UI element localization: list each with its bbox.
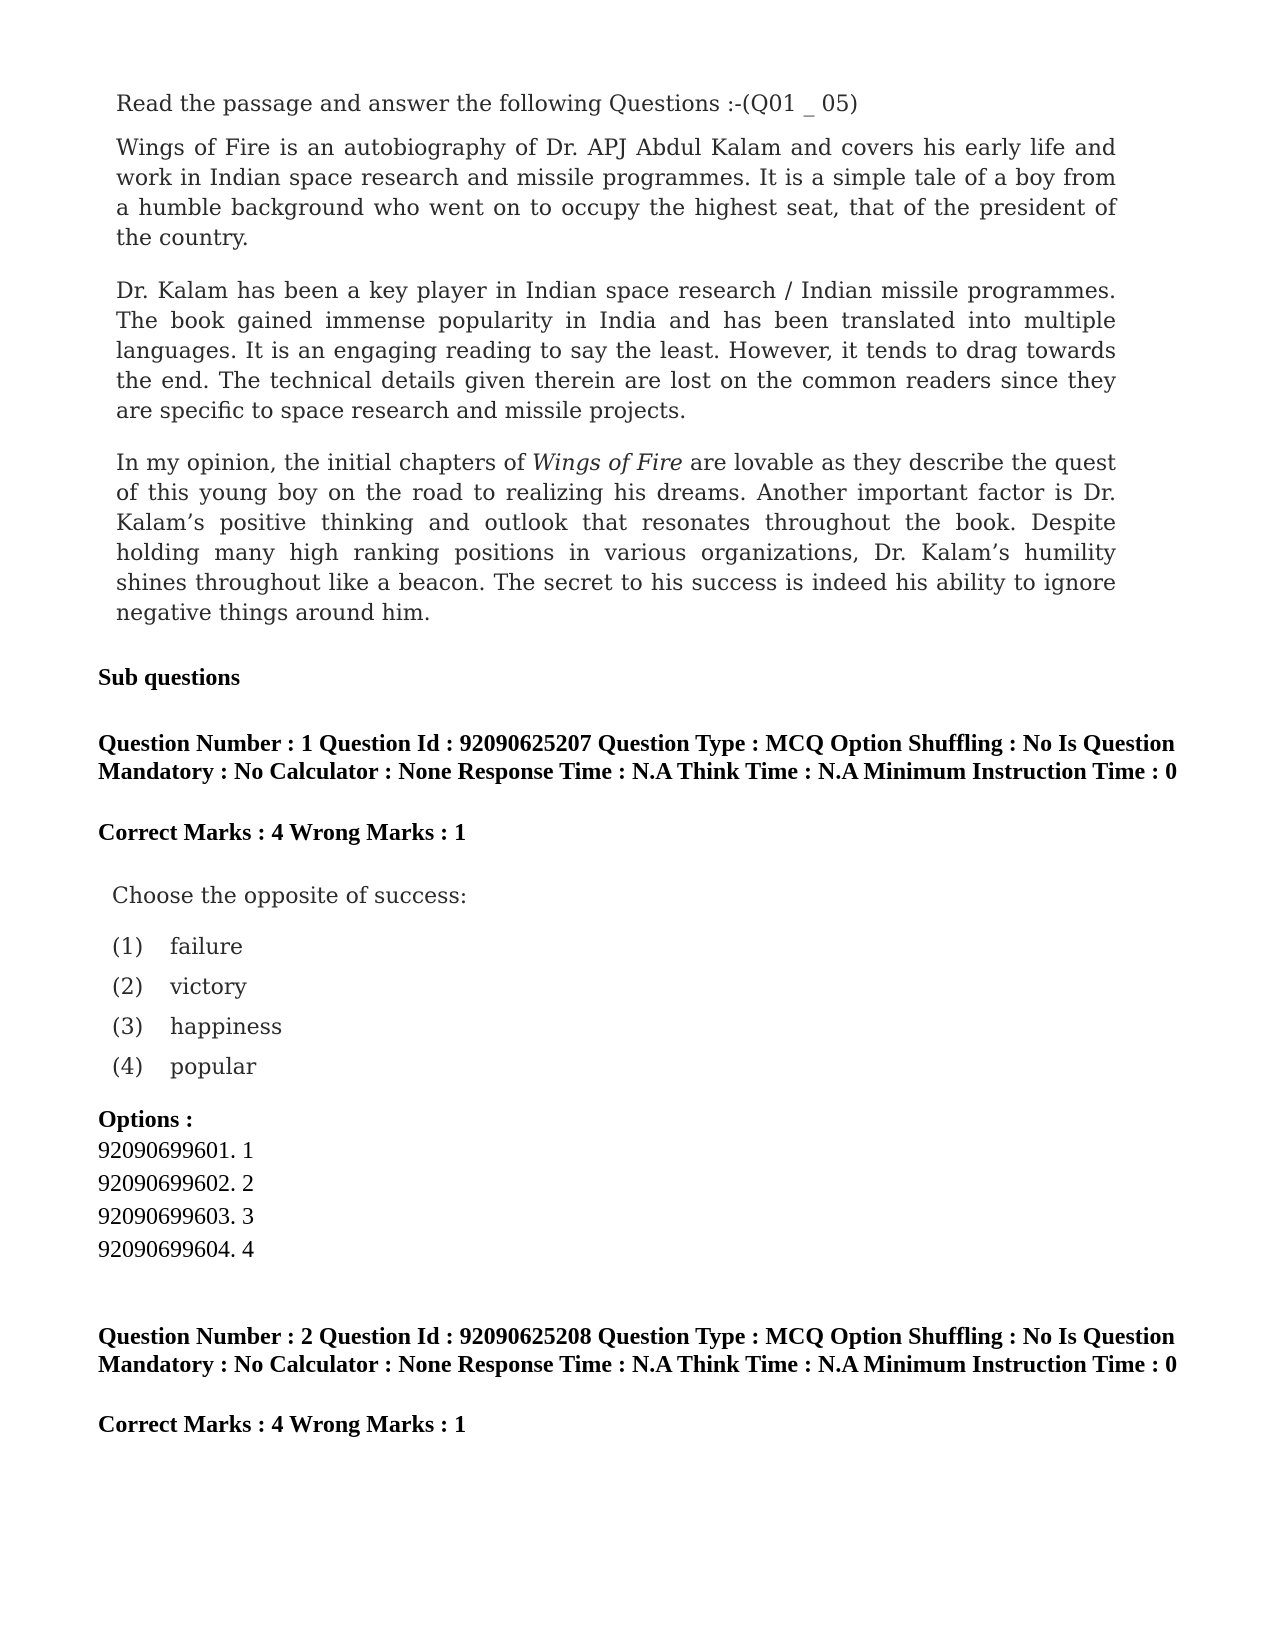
passage-paragraph-3-end: are lovable as they describe the quest of this young boy on the road to realizing his dreams. Another important factor is Dr. Kalam’s positive thinking and outlook that resonates throughout the book. Despite holding many high ranking positions in various organizations, Dr. Kalam’s humility shines throughout like a beacon. The secret to his success is indeed his ability to ignore negative things around him. xyxy=(116,451,1117,626)
question-1-meta: Question Number : 1 Question Id : 92090625207 Question Type : MCQ Option Shuffling : No Is Question Mandatory : No Calculator : None Response Time : N.A Think Time : N.A Minimum Instruction Time : 0 xyxy=(98,731,1178,785)
passage-paragraph-3 xyxy=(116,449,1116,629)
question-2-meta: Question Number : 2 Question Id : 92090625208 Question Type : MCQ Option Shuffling : No Is Question Mandatory : No Calculator : None Response Time : N.A Think Time : N.A Minimum Instruction Time : 0 xyxy=(98,1324,1178,1378)
choice-text: popular xyxy=(170,1055,257,1080)
choice-text: happiness xyxy=(170,1015,283,1040)
choice-number: (1) xyxy=(112,935,144,960)
option-id-row: 92090699604. 4 xyxy=(98,1237,254,1263)
sub-questions-label: Sub questions xyxy=(98,665,241,691)
choice-number: (3) xyxy=(112,1015,144,1040)
book-title: Wings of Fire xyxy=(532,451,683,476)
choice-text: victory xyxy=(170,975,247,1000)
choice-item xyxy=(112,1048,282,1088)
question-1-stem: Choose the opposite of success: xyxy=(112,884,468,909)
choice-text: failure xyxy=(170,935,244,960)
passage-heading: Read the passage and answer the following Questions :-(Q01 _ 05) xyxy=(116,92,859,117)
choice-number: (2) xyxy=(112,975,144,1000)
question-2-marks: Correct Marks : 4 Wrong Marks : 1 xyxy=(98,1412,467,1438)
option-id-row: 92090699602. 2 xyxy=(98,1171,254,1197)
option-id-row: 92090699603. 3 xyxy=(98,1204,254,1230)
question-1-marks: Correct Marks : 4 Wrong Marks : 1 xyxy=(98,820,467,846)
question-1-option-ids xyxy=(98,1135,254,1267)
choice-number: (4) xyxy=(112,1055,144,1080)
choice-item xyxy=(112,928,282,968)
option-id-row: 92090699601. 1 xyxy=(98,1138,254,1164)
choice-item xyxy=(112,968,282,1008)
question-1-choices xyxy=(112,928,282,1088)
passage-paragraph-2: Dr. Kalam has been a key player in Indian space research / Indian missile programmes. The book gained immense popularity in India and has been translated into multiple languages. It is an engaging reading to say the least. However, it tends to drag towards the end. The technical details given therein are lost on the common readers since they are specific to space research and missile projects. xyxy=(116,279,1116,424)
choice-item xyxy=(112,1008,282,1048)
passage-paragraph-1: Wings of Fire is an autobiography of Dr. APJ Abdul Kalam and covers his early life and work in Indian space research and missile programmes. It is a simple tale of a boy from a humble background who went on to occupy the highest seat, that of the president of the country. xyxy=(116,136,1116,251)
question-1-options-label: Options : xyxy=(98,1107,194,1133)
passage-paragraph-3-start: In my opinion, the initial chapters of xyxy=(116,451,533,476)
